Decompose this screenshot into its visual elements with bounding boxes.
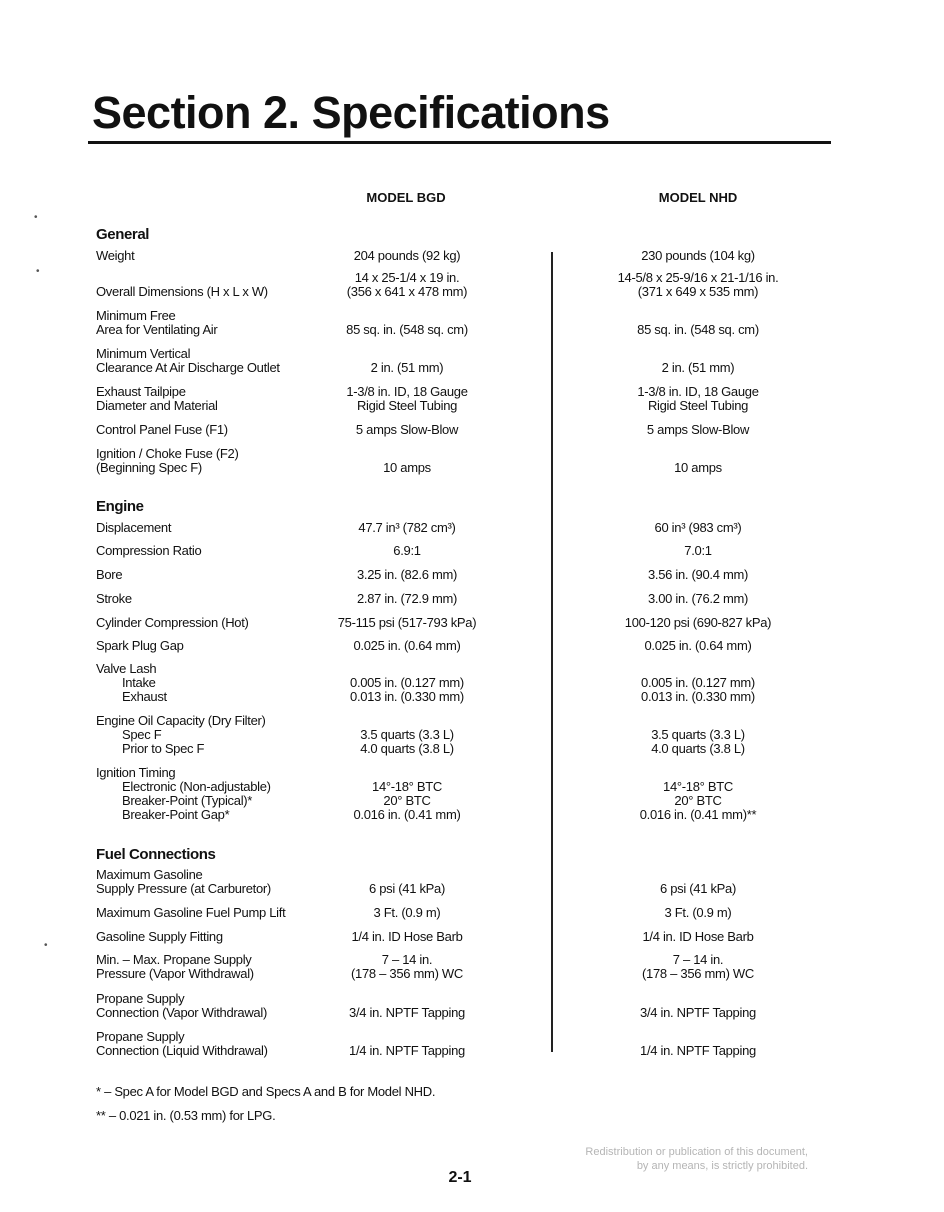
spec-value-bgd: 0.005 in. (0.127 mm) — [350, 675, 464, 690]
spec-value-nhd: 14-5/8 x 25-9/16 x 21-1/16 in. — [617, 270, 779, 285]
spec-label: Clearance At Air Discharge Outlet — [96, 360, 280, 375]
spec-value-bgd: 1/4 in. NPTF Tapping — [349, 1043, 465, 1058]
spec-value-nhd: 100-120 psi (690-827 kPa) — [624, 615, 772, 630]
spec-value-bgd: 47.7 in³ (782 cm³) — [358, 520, 456, 535]
spec-value-bgd: 0.016 in. (0.41 mm) — [353, 807, 461, 822]
spec-label: Diameter and Material — [96, 398, 218, 413]
spec-label: Control Panel Fuse (F1) — [96, 422, 228, 437]
spec-value-nhd: 0.016 in. (0.41 mm)** — [639, 807, 757, 822]
spec-sublabel: Electronic (Non-adjustable) — [122, 779, 271, 794]
section-heading-fuel: Fuel Connections — [96, 846, 216, 863]
watermark — [500, 1145, 808, 1173]
spec-value-bgd: 6 psi (41 kPa) — [368, 881, 445, 896]
spec-value-bgd: 5 amps Slow-Blow — [355, 422, 459, 437]
spec-label: Stroke — [96, 591, 132, 606]
spec-value-nhd: 6 psi (41 kPa) — [659, 881, 736, 896]
spec-label: Displacement — [96, 520, 172, 535]
spec-label: Compression Ratio — [96, 543, 202, 558]
spec-label: Connection (Liquid Withdrawal) — [96, 1043, 268, 1058]
spec-value-bgd: 3.5 quarts (3.3 L) — [360, 727, 454, 742]
spec-label: Area for Ventilating Air — [96, 322, 218, 337]
spec-label: Spark Plug Gap — [96, 638, 184, 653]
spec-label: Maximum Gasoline Fuel Pump Lift — [96, 905, 286, 920]
spec-label: Valve Lash — [96, 661, 157, 676]
spec-value-bgd: (178 – 356 mm) WC — [351, 966, 463, 981]
footnote: * – Spec A for Model BGD and Specs A and B for Model NHD. — [96, 1084, 436, 1099]
spec-value-bgd: (356 x 641 x 478 mm) — [346, 284, 468, 299]
page-number: 2-1 — [448, 1169, 472, 1186]
spec-value-nhd: 3.5 quarts (3.3 L) — [651, 727, 745, 742]
spec-value-nhd: 2 in. (51 mm) — [661, 360, 735, 375]
spec-value-bgd: 204 pounds (92 kg) — [353, 248, 461, 263]
spec-label: Engine Oil Capacity (Dry Filter) — [96, 713, 266, 728]
spec-value-nhd: 0.005 in. (0.127 mm) — [641, 675, 755, 690]
title-rule — [88, 141, 831, 144]
spec-value-nhd: 10 amps — [674, 460, 722, 475]
spec-sublabel: Breaker-Point Gap* — [122, 807, 230, 822]
column-divider — [551, 252, 553, 1052]
spec-value-nhd: 0.025 in. (0.64 mm) — [644, 638, 752, 653]
scan-mark: • — [34, 212, 38, 223]
column-header-nhd: MODEL NHD — [658, 190, 738, 205]
spec-value-nhd: 60 in³ (983 cm³) — [654, 520, 742, 535]
scan-mark: • — [36, 266, 40, 277]
page-title: Section 2. Specifications — [92, 87, 610, 138]
spec-value-bgd: 20° BTC — [383, 793, 431, 808]
spec-value-bgd: 75-115 psi (517-793 kPa) — [337, 615, 477, 630]
section-heading-engine: Engine — [96, 498, 144, 515]
spec-sublabel: Exhaust — [122, 689, 167, 704]
spec-value-nhd: 85 sq. in. (548 sq. cm) — [637, 322, 759, 337]
spec-label: Minimum Vertical — [96, 346, 191, 361]
spec-value-bgd: Rigid Steel Tubing — [356, 398, 458, 413]
spec-value-bgd: 0.025 in. (0.64 mm) — [353, 638, 461, 653]
section-heading-general: General — [96, 226, 150, 243]
spec-value-bgd: 14 x 25-1/4 x 19 in. — [354, 270, 460, 285]
spec-value-bgd: 2.87 in. (72.9 mm) — [356, 591, 458, 606]
spec-label: Maximum Gasoline — [96, 867, 203, 882]
spec-label: Propane Supply — [96, 991, 185, 1006]
spec-value-nhd: (371 x 649 x 535 mm) — [637, 284, 759, 299]
spec-label: Bore — [96, 567, 123, 582]
spec-value-nhd: 3.56 in. (90.4 mm) — [647, 567, 749, 582]
spec-value-nhd: 4.0 quarts (3.8 L) — [651, 741, 745, 756]
spec-value-nhd: 7.0:1 — [684, 543, 712, 558]
column-header-bgd: MODEL BGD — [366, 190, 446, 205]
spec-label: Exhaust Tailpipe — [96, 384, 186, 399]
spec-value-nhd: (178 – 356 mm) WC — [642, 966, 754, 981]
spec-value-nhd: 230 pounds (104 kg) — [641, 248, 755, 263]
watermark-line: Redistribution or publication of this document, — [585, 1146, 808, 1158]
spec-value-bgd: 3/4 in. NPTF Tapping — [349, 1005, 465, 1020]
spec-value-nhd: 5 amps Slow-Blow — [646, 422, 750, 437]
spec-value-nhd: 1/4 in. ID Hose Barb — [642, 929, 754, 944]
spec-value-bgd: 85 sq. in. (548 sq. cm) — [346, 322, 468, 337]
spec-label: Ignition / Choke Fuse (F2) — [96, 446, 239, 461]
spec-value-nhd: 0.013 in. (0.330 mm) — [641, 689, 755, 704]
spec-label: Propane Supply — [96, 1029, 185, 1044]
spec-label: Minimum Free — [96, 308, 176, 323]
spec-sublabel: Spec F — [122, 727, 162, 742]
spec-label: Pressure (Vapor Withdrawal) — [96, 966, 254, 981]
spec-label: Ignition Timing — [96, 765, 176, 780]
spec-value-nhd: 3 Ft. (0.9 m) — [664, 905, 732, 920]
spec-value-bgd: 3.25 in. (82.6 mm) — [356, 567, 458, 582]
spec-value-nhd: 20° BTC — [674, 793, 722, 808]
spec-value-bgd: 6.9:1 — [393, 543, 421, 558]
spec-value-nhd: 14°-18° BTC — [663, 779, 733, 794]
spec-value-bgd: 14°-18° BTC — [372, 779, 442, 794]
spec-value-nhd: 1/4 in. NPTF Tapping — [640, 1043, 756, 1058]
spec-value-nhd: 3.00 in. (76.2 mm) — [647, 591, 749, 606]
spec-value-bgd: 4.0 quarts (3.8 L) — [360, 741, 454, 756]
spec-value-bgd: 7 – 14 in. — [381, 952, 433, 967]
spec-value-bgd: 3 Ft. (0.9 m) — [373, 905, 441, 920]
spec-value-bgd: 2 in. (51 mm) — [370, 360, 444, 375]
spec-value-nhd: Rigid Steel Tubing — [647, 398, 749, 413]
spec-label: Cylinder Compression (Hot) — [96, 615, 249, 630]
footnote: ** – 0.021 in. (0.53 mm) for LPG. — [96, 1108, 276, 1123]
spec-label: Overall Dimensions (H x L x W) — [96, 284, 268, 299]
spec-label: Min. – Max. Propane Supply — [96, 952, 252, 967]
spec-label: Gasoline Supply Fitting — [96, 929, 223, 944]
spec-sublabel: Breaker-Point (Typical)* — [122, 793, 253, 808]
spec-sublabel: Prior to Spec F — [122, 741, 205, 756]
spec-value-bgd: 0.013 in. (0.330 mm) — [350, 689, 464, 704]
spec-value-nhd: 3/4 in. NPTF Tapping — [640, 1005, 756, 1020]
spec-value-bgd: 1/4 in. ID Hose Barb — [351, 929, 463, 944]
spec-sublabel: Intake — [122, 675, 156, 690]
spec-label: Supply Pressure (at Carburetor) — [96, 881, 271, 896]
spec-label: (Beginning Spec F) — [96, 460, 202, 475]
watermark-line: by any means, is strictly prohibited. — [636, 1160, 808, 1172]
scan-mark: • — [44, 940, 48, 951]
spec-value-nhd: 7 – 14 in. — [672, 952, 724, 967]
spec-value-nhd: 1-3/8 in. ID, 18 Gauge — [637, 384, 759, 399]
spec-label: Weight — [96, 248, 135, 263]
spec-label: Connection (Vapor Withdrawal) — [96, 1005, 267, 1020]
spec-value-bgd: 10 amps — [383, 460, 431, 475]
spec-value-bgd: 1-3/8 in. ID, 18 Gauge — [346, 384, 468, 399]
